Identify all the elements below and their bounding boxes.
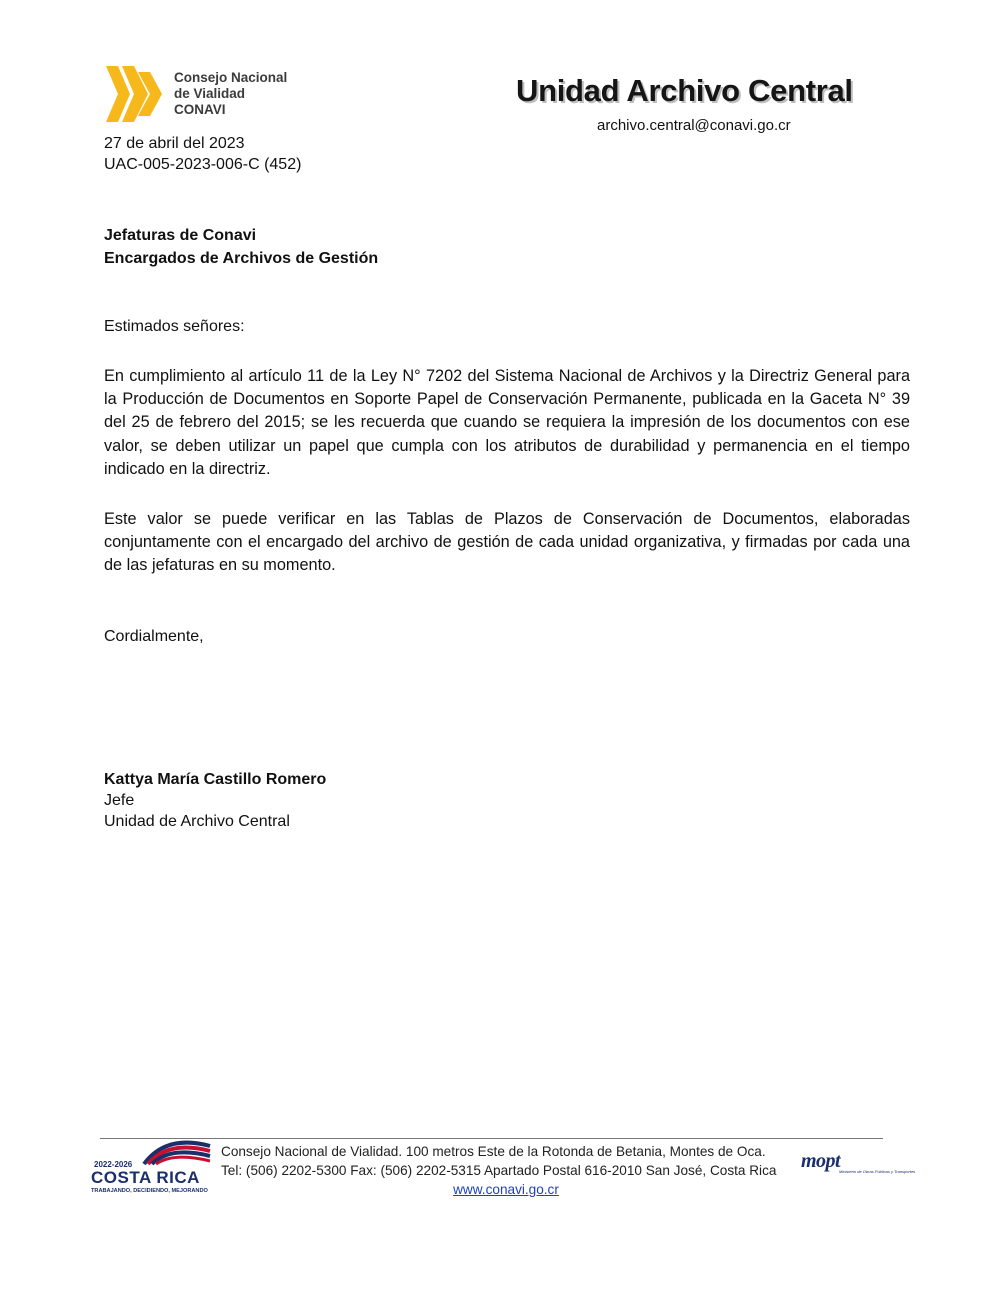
costa-rica-logo [88,1136,216,1202]
footer-address: Consejo Nacional de Vialidad. 100 metros Este de la Rotonda de Betania, Montes de Oca. [221,1144,766,1159]
letter-reference: UAC-005-2023-006-C (452) [104,156,302,173]
footer-website-link[interactable]: www.conavi.go.cr [453,1182,559,1197]
cr-logo-motto: TRABAJANDO, DECIDIENDO, MEJORANDO [91,1188,208,1194]
letter-date: 27 de abril del 2023 [104,135,245,152]
unit-title: Unidad Archivo Central [516,73,853,108]
logo-line-1: Consejo Nacional [174,70,288,85]
cr-logo-name: COSTA RICA [91,1168,200,1187]
cr-logo-years: 2022-2026 [94,1160,133,1169]
mopt-logo-subtitle: Ministerio de Obras Públicas y Transportes [839,1169,916,1174]
signature-block [104,769,326,832]
signer-unit: Unidad de Archivo Central [104,813,290,830]
conavi-chevron-icon [104,64,170,126]
signer-name: Kattya María Castillo Romero [104,771,327,788]
greeting: Estimados señores: [104,318,245,335]
recipient-line: Jefaturas de Conavi [104,227,257,244]
logo-line-2: de Vialidad [174,86,246,101]
logo-line-3: CONAVI [174,102,226,117]
footer-contact [221,1142,781,1199]
footer-phone: Tel: (506) 2202-5300 Fax: (506) 2202-5315 Apartado Postal 616-2010 San José, Costa Rica [221,1163,777,1178]
mopt-logo-word: mopt [801,1150,841,1172]
recipient-line: Encargados de Archivos de Gestión [104,250,379,267]
footer-divider [100,1138,883,1139]
closing: Cordialmente, [104,628,204,645]
conavi-logo [104,64,304,126]
mopt-logo [795,1150,916,1182]
signer-role: Jefe [104,792,135,809]
unit-email[interactable]: archivo.central@conavi.go.cr [597,117,791,134]
body-paragraph: En cumplimiento al artículo 11 de la Ley N° 7202 del Sistema Nacional de Archivos y la Directriz General para la Producción de Documentos en Soporte Papel de Conservación Permanente, publicada en la Gaceta N° 39 del 25 de febrero del 2015; se les recuerda que cuando se requiera la impresión de los documentos con ese valor, se deben utilizar un papel que cumpla con los atributos de durabilidad y permanencia en el tiempo indicado en la directriz. [104,367,910,478]
body-paragraph: Este valor se puede verificar en las Tablas de Plazos de Conservación de Documentos, elaboradas conjuntamente con el encargado del archivo de gestión de cada unidad organizativa, y firmadas por cada una de las jefaturas en su momento. [104,510,910,575]
conavi-logo-text [174,70,287,118]
recipients-block [104,224,378,270]
